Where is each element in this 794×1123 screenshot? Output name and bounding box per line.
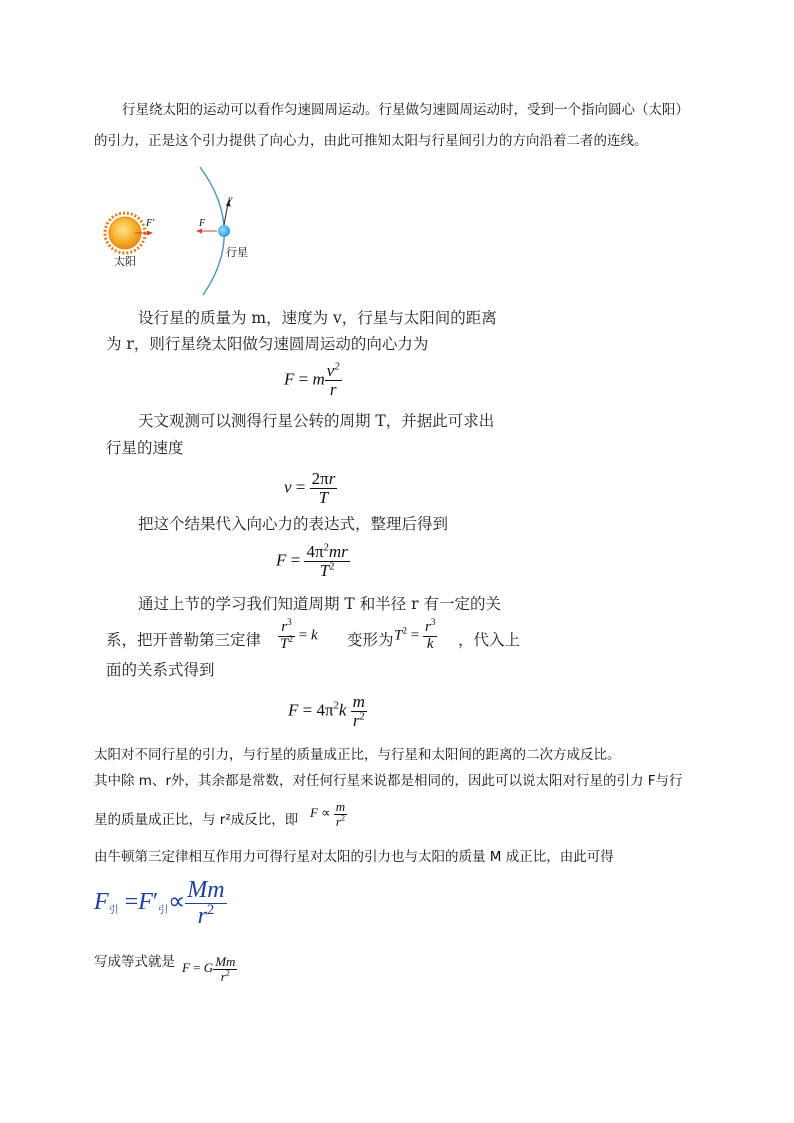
force-arrowhead-sun: [147, 231, 153, 236]
planet-icon: [218, 225, 230, 237]
sun-label: 太阳: [114, 255, 136, 268]
para4-line-2c: ，代入上: [458, 631, 521, 649]
para2-line-2: 行星的速度: [106, 439, 184, 457]
force-label-sun: F′: [146, 218, 155, 229]
formula-centripetal: F = m $\frac{v^2}{r}$: [284, 361, 340, 399]
formula-gravitation-law: F = G $\frac{Mm}{r^2}$: [182, 954, 236, 984]
para4-line-3: 面的关系式得到: [106, 661, 215, 679]
force-arrowhead-planet: [196, 229, 202, 234]
formula-kepler-rearranged: $T^2$ = $\frac{r^3}{k}$: [394, 618, 436, 652]
para4-line-1: 通过上节的学习我们知道周期 T 和半径 r 有一定的关: [138, 595, 501, 613]
intro-line-2: 的引力，正是这个引力提供了向心力，由此可推知太阳与行星间引力的方向沿着二者的连线。: [94, 133, 648, 149]
para2-line-1: 天文观测可以测得行星公转的周期 T，并据此可求出: [138, 412, 495, 430]
formula-kepler: $\frac{r^3}{T^2}$ = k: [280, 618, 318, 652]
subscript-yin: 引: [108, 905, 119, 917]
conclusion-line-5: 写成等式就是: [94, 954, 175, 970]
subscript-yin-prime: 引: [158, 905, 169, 917]
conclusion-line-3: 星的质量成正比，与 r²成反比，即: [94, 812, 299, 828]
para4-line-2b: 变形为: [347, 631, 394, 649]
conclusion-line-1: 太阳对不同行星的引力，与行星的质量成正比，与行星和太阳间的距离的二次方成反比。: [94, 747, 621, 763]
sun-planet-figure: [95, 165, 275, 297]
formula-gravity-proportional: F引 =F′引∝ $\frac{Mm}{r^2}$: [94, 877, 225, 930]
para4-line-2a: 系，把开普勒第三定律: [106, 631, 262, 649]
para1-line-1: 设行星的质量为 m，速度为 v，行星与太阳间的距离: [138, 309, 497, 327]
planet-label: 行星: [226, 246, 248, 259]
velocity-label: v: [228, 194, 233, 205]
formula-proportional: F ∝ $\frac{m}{r^2}$: [310, 799, 346, 829]
para1-line-2: 为 r，则行星绕太阳做匀速圆周运动的向心力为: [106, 335, 429, 353]
conclusion-line-2: 其中除 m、r外，其余都是常数，对任何行星来说都是相同的，因此可以说太阳对行星的引力 F与行: [94, 773, 683, 789]
velocity-arrow: [224, 203, 228, 225]
para3: 把这个结果代入向心力的表达式，整理后得到: [138, 515, 449, 533]
formula-force-k: $F = 4\pi^2k$ $\frac{m}{r^2}$: [288, 692, 365, 730]
force-label-planet: F: [199, 218, 206, 229]
formula-force-period: F = $\frac{4\pi^2mr}{T^2}$: [276, 542, 348, 580]
formula-velocity: v = $\frac{2\pi r}{T}$: [284, 469, 336, 507]
intro-line-1: 行星绕太阳的运动可以看作匀速圆周运动。行星做匀速圆周运动时，受到一个指向圆心（太阳）: [122, 102, 689, 118]
conclusion-line-4: 由牛顿第三定律相互作用力可得行星对太阳的引力也与太阳的质量 M 成正比，由此可得: [94, 849, 614, 865]
